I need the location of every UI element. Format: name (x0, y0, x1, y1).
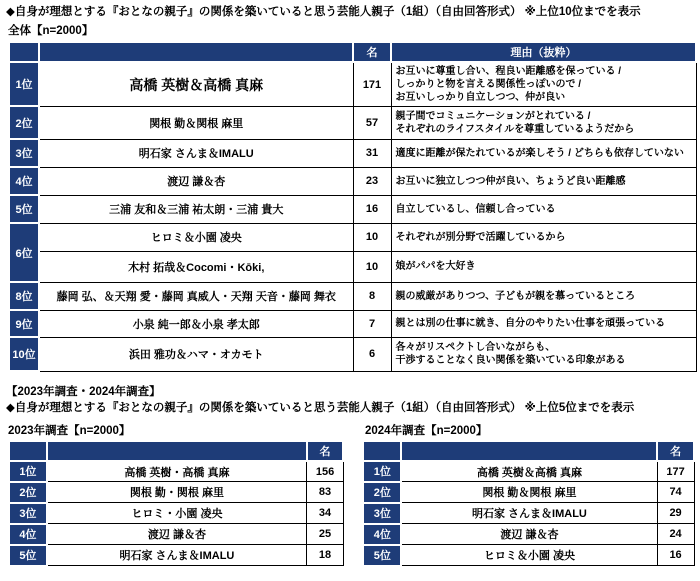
count-cell: 7 (353, 310, 391, 337)
rank-cell: 5位 (363, 545, 401, 566)
table-row (9, 223, 696, 251)
table-header-row (9, 42, 696, 62)
reason-line: お互いに尊重し合い、程良い距離感を保っている / (395, 66, 622, 78)
table-header-row (9, 441, 343, 461)
table-row (9, 139, 696, 167)
compare-table-labels (6, 422, 695, 438)
overall-ranking-table (8, 41, 697, 372)
name-cell: ヒロミ・小園 凌央 (47, 503, 307, 524)
overall-section-title: ◆自身が理想とする『おとなの親子』の関係を築いていると思う芸能人親子（1組）（自由回答形式） ※上位10位までを表示 (6, 6, 641, 18)
rank-cell: 5位 (9, 195, 39, 223)
count-cell: 18 (307, 545, 344, 566)
name-cell: 渡辺 謙＆杏 (47, 524, 307, 545)
count-cell: 57 (353, 106, 391, 139)
name-cell: 明石家 さんま＆IMALU (401, 503, 657, 524)
rank-header-cell (363, 441, 401, 461)
reason-header-cell: 理由（抜粋） (391, 42, 696, 62)
table-row (9, 461, 343, 482)
name-cell: 高橋 英樹＆高橋 真麻 (39, 62, 353, 106)
table-row (9, 195, 696, 223)
table-label-2023: 2023年調査【n=2000】 (8, 424, 131, 437)
name-cell: 関根 勤＆関根 麻里 (401, 482, 657, 503)
count-cell: 10 (353, 251, 391, 282)
rank-cell: 3位 (363, 503, 401, 524)
name-cell: 関根 勤・関根 麻里 (47, 482, 307, 503)
count-cell: 23 (353, 167, 391, 195)
table-row (9, 524, 343, 545)
rank-cell: 2位 (9, 482, 47, 503)
reason-line: お互いしっかり自立しつつ、仲が良い (395, 92, 566, 104)
reason-line: 各々がリスペクトし合いながらも、 (395, 342, 556, 354)
count-cell: 34 (307, 503, 344, 524)
rank-cell: 3位 (9, 503, 47, 524)
compare-section-title: ◆自身が理想とする『おとなの親子』の関係を築いていると思う芸能人親子（1組）（自由回答形式） ※上位5位までを表示 (6, 402, 635, 415)
name-cell: 浜田 雅功＆ハマ・オカモト (39, 337, 353, 371)
name-cell: 渡辺 謙＆杏 (39, 167, 353, 195)
count-cell: 10 (353, 223, 391, 251)
reason-cell (391, 106, 696, 139)
rank-cell: 10位 (9, 337, 39, 371)
rank-cell: 3位 (9, 139, 39, 167)
count-cell: 156 (307, 461, 344, 482)
count-cell: 16 (657, 545, 694, 566)
table-row (9, 545, 343, 566)
name-cell: 明石家 さんま＆IMALU (47, 545, 307, 566)
reason-cell (391, 337, 696, 371)
table-row (363, 524, 694, 545)
reason-line: それぞれのライフスタイルを尊重しているようだから (395, 123, 635, 135)
count-header-cell: 名 (353, 42, 391, 62)
rank-cell: 4位 (9, 167, 39, 195)
count-cell: 74 (657, 482, 694, 503)
table-row (9, 106, 696, 139)
count-cell: 25 (307, 524, 344, 545)
rank-cell: 9位 (9, 310, 39, 337)
rank-cell: 4位 (363, 524, 401, 545)
count-cell: 8 (353, 282, 391, 310)
rank-cell: 1位 (9, 461, 47, 482)
count-cell: 6 (353, 337, 391, 371)
rank-cell-merged: 6位 (9, 223, 39, 282)
reason-cell: 自立しているし、信頼し合っている (391, 195, 696, 223)
count-header-cell: 名 (657, 441, 694, 461)
name-header-cell (401, 441, 657, 461)
table-row (9, 167, 696, 195)
table-row (9, 62, 696, 106)
table-label-2024: 2024年調査【n=2000】 (365, 424, 488, 437)
reason-line: 干渉することなく良い関係を築いている印象がある (395, 355, 626, 367)
rank-cell: 5位 (9, 545, 47, 566)
name-cell: 木村 拓哉＆Cocomi・Kōki, (39, 251, 353, 282)
table-header-row (363, 441, 694, 461)
name-header-cell (47, 441, 307, 461)
reason-line: 親子間でコミュニケーションがとれている / (395, 110, 591, 122)
table-row (363, 503, 694, 524)
table-row (9, 337, 696, 371)
count-cell: 29 (657, 503, 694, 524)
name-cell: 三浦 友和＆三浦 祐太朗・三浦 貴大 (39, 195, 353, 223)
name-header-cell (39, 42, 353, 62)
reason-cell: 親の威厳がありつつ、子どもが親を慕っているところ (391, 282, 696, 310)
table-row (9, 282, 696, 310)
reason-cell: 親とは別の仕事に就き、自分のやりたい仕事を頑張っている (391, 310, 696, 337)
rank-cell: 2位 (363, 482, 401, 503)
rank-header-cell (9, 42, 39, 62)
name-cell: ヒロミ＆小園 凌央 (39, 223, 353, 251)
table-row (9, 503, 343, 524)
count-cell: 171 (353, 62, 391, 106)
rank-cell: 8位 (9, 282, 39, 310)
table-row (9, 482, 343, 503)
reason-cell: それぞれが別分野で活躍しているから (391, 223, 696, 251)
table-row (363, 482, 694, 503)
count-cell: 83 (307, 482, 344, 503)
name-cell: 明石家 さんま＆IMALU (39, 139, 353, 167)
table-row (363, 545, 694, 566)
rank-cell: 2位 (9, 106, 39, 139)
reason-cell: お互いに独立しつつ仲が良い、ちょうど良い距離感 (391, 167, 696, 195)
reason-cell: 適度に距離が保たれているが楽しそう / どちらも依存していない (391, 139, 696, 167)
name-cell: 小泉 純一郎＆小泉 孝太郎 (39, 310, 353, 337)
name-cell: 藤岡 弘、＆天翔 愛・藤岡 真威人・天翔 天音・藤岡 舞衣 (39, 282, 353, 310)
name-cell: 高橋 英樹＆高橋 真麻 (401, 461, 657, 482)
count-cell: 16 (353, 195, 391, 223)
count-cell: 24 (657, 524, 694, 545)
count-header-cell: 名 (307, 441, 344, 461)
table-row (363, 461, 694, 482)
name-cell: 関根 勤＆関根 麻里 (39, 106, 353, 139)
table-row (9, 310, 696, 337)
overall-sample-size: 全体【n=2000】 (8, 25, 94, 38)
reason-cell: 娘がパパを大好き (391, 251, 696, 282)
reason-cell (391, 62, 696, 106)
count-cell: 177 (657, 461, 694, 482)
rank-header-cell (9, 441, 47, 461)
reason-line: しっかりと物を言える関係性っぽいので / (395, 79, 582, 91)
rank-cell: 1位 (363, 461, 401, 482)
rank-cell: 4位 (9, 524, 47, 545)
count-cell: 31 (353, 139, 391, 167)
ranking-table-2023 (8, 440, 344, 567)
rank-cell: 1位 (9, 62, 39, 106)
name-cell: ヒロミ＆小園 凌央 (401, 545, 657, 566)
table-row (9, 251, 696, 282)
compare-section-heading: 【2023年調査・2024年調査】 (6, 386, 161, 399)
compare-tables-row (6, 440, 695, 567)
name-cell: 高橋 英樹・高橋 真麻 (47, 461, 307, 482)
name-cell: 渡辺 謙＆杏 (401, 524, 657, 545)
ranking-table-2024 (362, 440, 695, 567)
